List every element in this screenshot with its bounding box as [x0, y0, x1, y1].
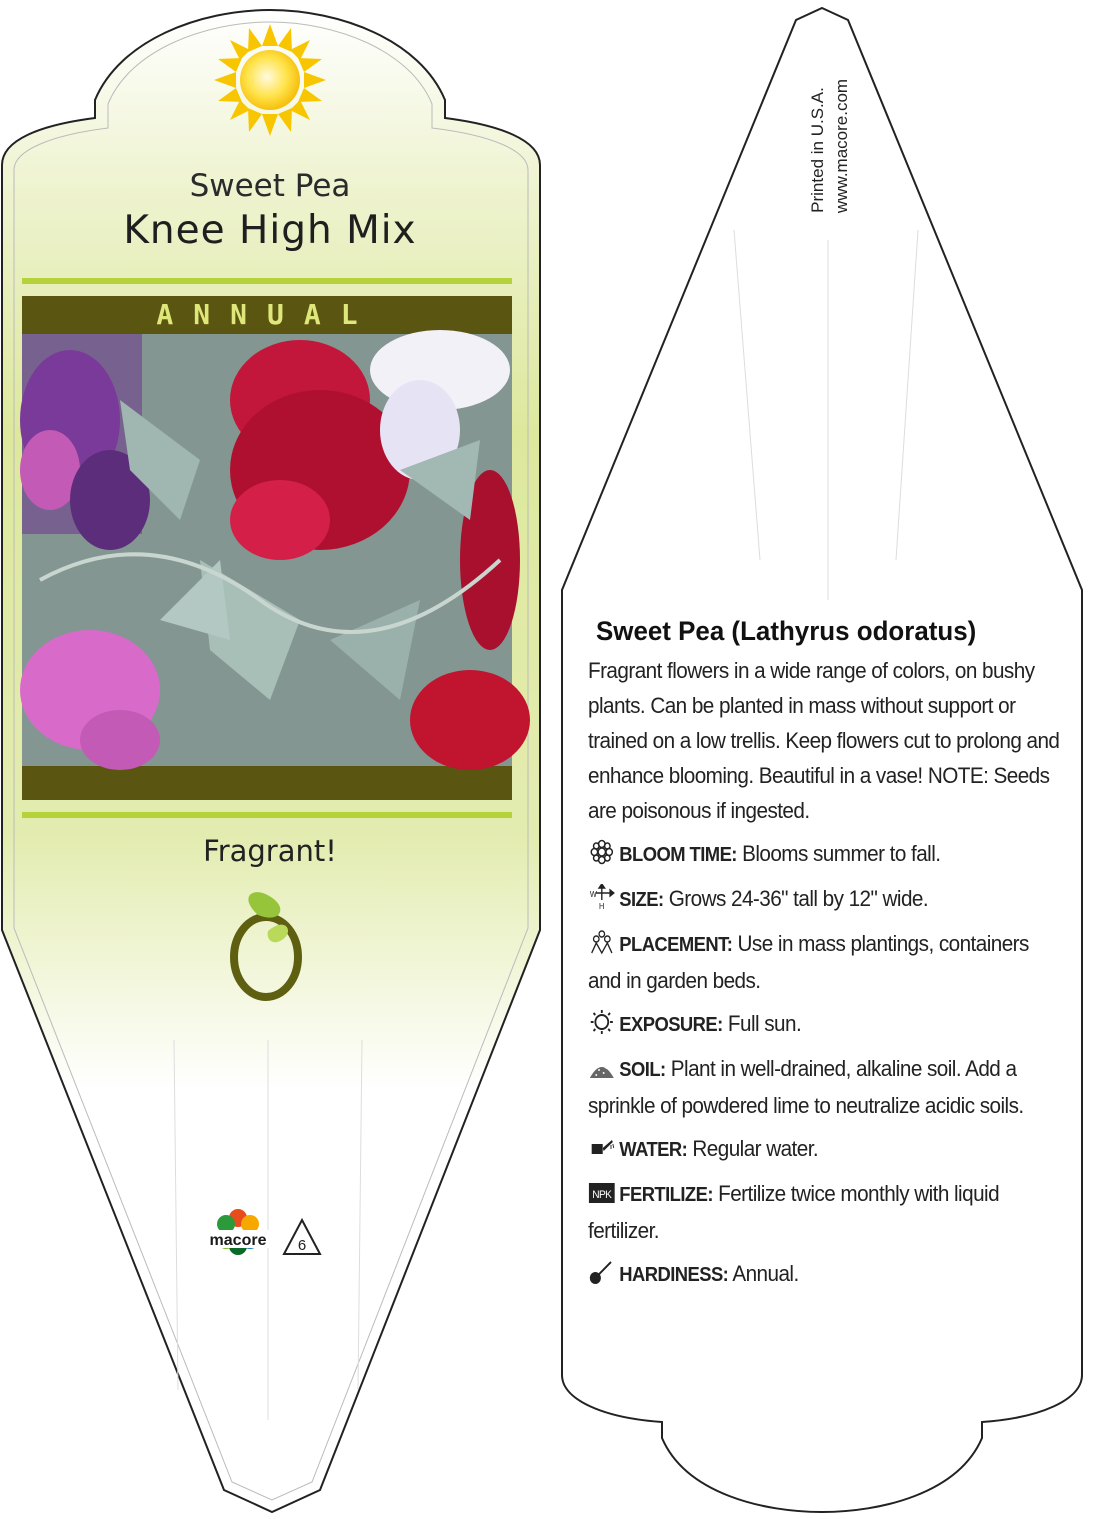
common-name: Sweet Pea	[189, 168, 351, 204]
size-icon-w: W	[589, 889, 597, 900]
care-label: SOIL:	[619, 1059, 666, 1081]
care-label: BLOOM TIME:	[619, 844, 737, 866]
care-text: Plant in well-drained, alkaline soil. Add a sprinkle of powdered lime to neutralize acidic soils.	[588, 1056, 1024, 1118]
care-item	[588, 836, 1066, 873]
care-text: Full sun.	[722, 1011, 802, 1036]
category-label: ANNUAL	[156, 298, 378, 331]
care-item	[588, 881, 1066, 918]
care-item	[588, 1176, 1066, 1248]
recycle-code: 6	[297, 1237, 307, 1254]
thermometer-icon	[588, 1259, 616, 1285]
care-label: FERTILIZE:	[619, 1184, 713, 1206]
care-text: Use in mass plantings, containers and in garden beds.	[588, 931, 1029, 993]
printed-in-label: Printed in U.S.A.	[808, 87, 827, 213]
care-label: SIZE:	[619, 889, 664, 911]
care-item	[588, 1006, 1066, 1043]
sweet-pea-photo	[20, 330, 530, 770]
brand-name: macore	[209, 1232, 267, 1249]
care-text: Blooms summer to fall.	[736, 841, 941, 866]
full-sun-icon	[214, 24, 326, 136]
care-text: Regular water.	[687, 1136, 819, 1161]
soil-icon	[588, 1054, 616, 1080]
care-text: Fertilize twice monthly with liquid fertilizer.	[588, 1181, 1000, 1243]
care-list	[588, 836, 1066, 1293]
watering-can-icon	[588, 1134, 616, 1160]
fertilizer-icon	[588, 1179, 616, 1205]
care-label: PLACEMENT:	[619, 934, 733, 956]
care-text: Annual.	[728, 1261, 799, 1286]
care-item	[588, 1256, 1066, 1293]
care-label: WATER:	[619, 1139, 688, 1161]
flower-icon	[588, 839, 616, 865]
back-content	[588, 616, 1078, 1293]
tagline: Fragrant!	[203, 834, 337, 868]
care-item	[588, 1051, 1066, 1123]
description: Fragrant flowers in a wide range of colors, on bushy plants. Can be planted in mass without support or trained on a low trellis. Keep flowers cut to prolong and enhance blooming. Beautiful in a vase! NOTE: Seeds are poisonous if ingested.	[588, 658, 1060, 823]
care-item	[588, 1131, 1066, 1168]
website-label: www.macore.com	[832, 78, 851, 214]
sun-icon	[588, 1009, 616, 1035]
care-label: HARDINESS:	[619, 1264, 729, 1286]
placement-icon	[588, 929, 616, 955]
back-title: Sweet Pea (Lathyrus odoratus)	[596, 616, 977, 646]
variety-name: Knee High Mix	[123, 208, 417, 253]
size-icon	[588, 884, 616, 910]
care-text: Grows 24-36" tall by 12" wide.	[663, 886, 929, 911]
npk-label: NPK	[592, 1188, 612, 1202]
size-icon-h: H	[599, 901, 604, 910]
care-item	[588, 926, 1066, 998]
care-label: EXPOSURE:	[619, 1014, 723, 1036]
